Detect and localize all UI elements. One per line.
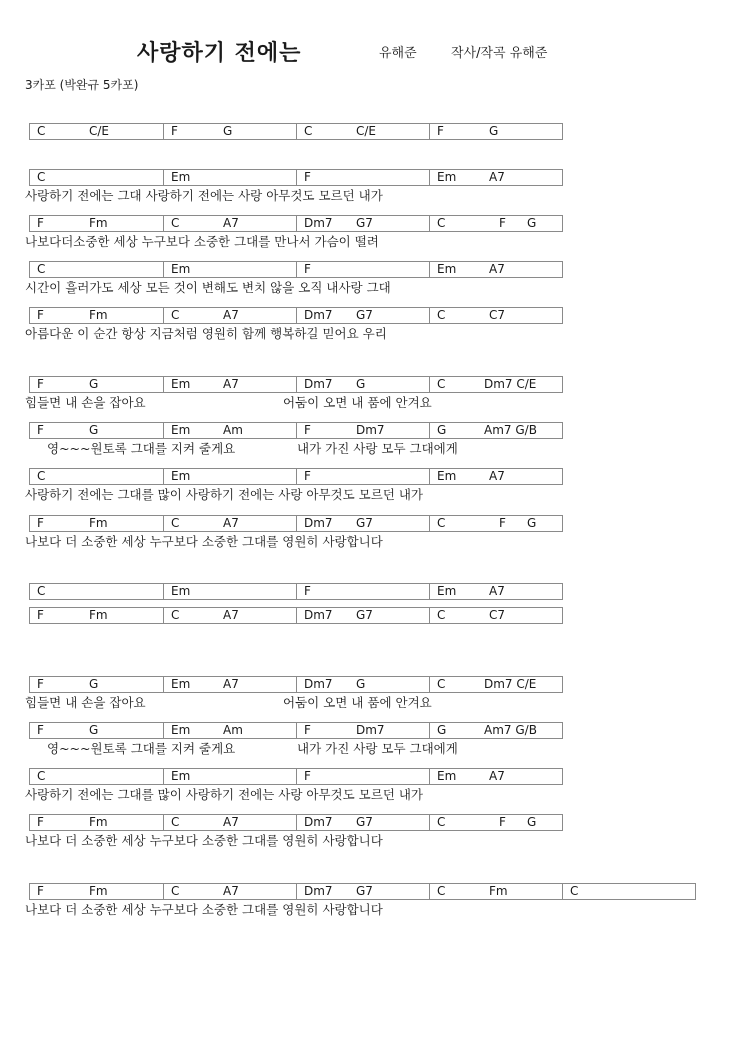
capo-note: 3카포 (박완규 5카포) xyxy=(25,78,139,92)
chord-symbol: C xyxy=(437,308,446,322)
chord-symbol: G xyxy=(527,216,537,230)
chord-symbol: F xyxy=(304,584,311,598)
chord-symbol: Fm xyxy=(89,815,108,829)
chord-symbol: F xyxy=(437,124,444,138)
chord-bar xyxy=(30,723,163,738)
chord-symbol: G xyxy=(437,423,447,437)
chord-row xyxy=(29,261,563,278)
chord-symbol: F xyxy=(499,815,506,829)
chord-symbol: Em xyxy=(437,262,457,276)
lyric-line-right: 어둠이 오면 내 품에 안겨요 xyxy=(283,695,432,710)
chord-bar xyxy=(30,884,163,899)
chord-symbol: Em xyxy=(437,584,457,598)
chord-bar xyxy=(30,262,163,277)
chord-bar xyxy=(30,377,163,392)
chord-symbol: F xyxy=(304,723,311,737)
chord-bar xyxy=(296,170,429,185)
chord-bar xyxy=(296,377,429,392)
chord-bar xyxy=(163,124,296,139)
chord-symbol: C xyxy=(570,884,579,898)
chord-bar xyxy=(30,584,163,599)
chord-symbol: Em xyxy=(171,769,191,783)
chord-symbol: C xyxy=(437,815,446,829)
lyric-line: 영~~~원토록 그대를 지켜 줄게요 xyxy=(47,741,236,756)
chord-symbol: C xyxy=(171,815,180,829)
chord-symbol: G xyxy=(527,815,537,829)
chord-symbol: G7 xyxy=(356,608,373,622)
chord-symbol: Em xyxy=(437,170,457,184)
chord-symbol: C xyxy=(171,884,180,898)
chord-bar xyxy=(30,170,163,185)
chord-symbol: C xyxy=(437,608,446,622)
chord-symbol: F xyxy=(37,423,44,437)
chord-row xyxy=(29,468,563,485)
chord-symbol: Fm xyxy=(89,216,108,230)
chord-bar xyxy=(163,216,296,231)
chord-bar xyxy=(429,262,562,277)
lyric-line-right: 어둠이 오면 내 품에 안겨요 xyxy=(283,395,432,410)
chord-symbol: F xyxy=(37,216,44,230)
chord-bar xyxy=(429,469,562,484)
lyric-line: 나보다 더 소중한 세상 누구보다 소중한 그대를 영원히 사랑합니다 xyxy=(25,833,383,848)
chord-symbol: F xyxy=(37,516,44,530)
chord-bar xyxy=(296,469,429,484)
chord-bar xyxy=(429,124,562,139)
chord-bar xyxy=(296,723,429,738)
chord-symbol: F xyxy=(304,262,311,276)
chord-symbol: Fm xyxy=(489,884,508,898)
chord-symbol: C xyxy=(304,124,313,138)
chord-bar xyxy=(429,884,562,899)
song-title: 사랑하기 전에는 xyxy=(137,41,302,66)
chord-symbol: Em xyxy=(171,377,191,391)
chord-bar xyxy=(429,815,562,830)
chord-symbol: A7 xyxy=(489,170,505,184)
chord-symbol: Em xyxy=(171,262,191,276)
chord-symbol: C xyxy=(437,677,446,691)
chord-bar xyxy=(30,677,163,692)
chord-symbol: Fm xyxy=(89,516,108,530)
chord-symbol: A7 xyxy=(223,677,239,691)
chord-symbol: Fm xyxy=(89,608,108,622)
chord-symbol: F xyxy=(37,377,44,391)
chord-bar xyxy=(163,377,296,392)
lyric-line-right: 내가 가진 사랑 모두 그대에게 xyxy=(297,741,458,756)
chord-symbol: Em xyxy=(171,584,191,598)
lyric-line: 사랑하기 전에는 그대 사랑하기 전에는 사랑 아무것도 모르던 내가 xyxy=(25,188,383,203)
chord-bar xyxy=(429,377,562,392)
chord-symbol: C xyxy=(437,216,446,230)
chord-symbol: Dm7 C/E xyxy=(484,677,537,691)
chord-symbol: F xyxy=(171,124,178,138)
chord-symbol: G xyxy=(489,124,499,138)
chord-bar xyxy=(163,584,296,599)
chord-symbol: Dm7 xyxy=(304,677,333,691)
chord-symbol: Dm7 xyxy=(304,377,333,391)
chord-row xyxy=(29,376,563,393)
lyric-line: 사랑하기 전에는 그대를 많이 사랑하기 전에는 사랑 아무것도 모르던 내가 xyxy=(25,787,424,802)
chord-symbol: C xyxy=(437,516,446,530)
chord-bar xyxy=(296,884,429,899)
chord-symbol: G xyxy=(89,677,99,691)
chord-symbol: C/E xyxy=(89,124,110,138)
lyric-line: 사랑하기 전에는 그대를 많이 사랑하기 전에는 사랑 아무것도 모르던 내가 xyxy=(25,487,424,502)
lyric-line: 영~~~원토록 그대를 지켜 줄게요 xyxy=(47,441,236,456)
chord-symbol: C xyxy=(37,584,46,598)
chord-symbol: C xyxy=(171,608,180,622)
chord-bar xyxy=(30,124,163,139)
chord-symbol: G7 xyxy=(356,308,373,322)
chord-symbol: A7 xyxy=(489,584,505,598)
chord-symbol: Am7 G/B xyxy=(484,723,537,737)
chord-symbol: G7 xyxy=(356,884,373,898)
chord-row xyxy=(29,814,563,831)
chord-bar xyxy=(163,170,296,185)
chord-symbol: F xyxy=(37,723,44,737)
chord-symbol: Em xyxy=(437,769,457,783)
chord-bar xyxy=(296,677,429,692)
chord-bar xyxy=(30,516,163,531)
chord-symbol: Fm xyxy=(89,884,108,898)
chord-bar xyxy=(429,769,562,784)
chord-row xyxy=(29,307,563,324)
chord-bar xyxy=(429,723,562,738)
lyric-line: 아름다운 이 순간 항상 지금처럼 영원히 함께 행복하길 믿어요 우리 xyxy=(25,326,387,341)
chord-symbol: G xyxy=(89,723,99,737)
chord-symbol: A7 xyxy=(223,815,239,829)
chord-symbol: Am xyxy=(223,723,243,737)
chord-symbol: Dm7 xyxy=(304,608,333,622)
chord-symbol: C7 xyxy=(489,608,506,622)
chord-symbol: Dm7 xyxy=(304,308,333,322)
chord-bar xyxy=(429,308,562,323)
chord-symbol: A7 xyxy=(489,769,505,783)
chord-bar xyxy=(296,216,429,231)
lyric-line: 시간이 흘러가도 세상 모든 것이 변해도 변치 않을 오직 내사랑 그대 xyxy=(25,280,391,295)
chord-row xyxy=(29,123,563,140)
chord-bar xyxy=(30,308,163,323)
chord-symbol: C xyxy=(171,308,180,322)
chord-symbol: G7 xyxy=(356,216,373,230)
chord-symbol: G7 xyxy=(356,516,373,530)
chord-bar xyxy=(562,884,695,899)
chord-symbol: F xyxy=(499,516,506,530)
chord-bar xyxy=(163,469,296,484)
chord-symbol: Dm7 xyxy=(304,516,333,530)
chord-bar xyxy=(163,884,296,899)
chord-bar xyxy=(429,677,562,692)
chord-bar xyxy=(296,584,429,599)
chord-symbol: F xyxy=(304,469,311,483)
chord-symbol: Dm7 xyxy=(304,815,333,829)
chord-symbol: Dm7 xyxy=(356,723,385,737)
chord-row xyxy=(29,515,563,532)
chord-symbol: Dm7 C/E xyxy=(484,377,537,391)
chord-symbol: A7 xyxy=(223,216,239,230)
chord-symbol: C xyxy=(437,377,446,391)
chord-symbol: A7 xyxy=(223,377,239,391)
chord-symbol: F xyxy=(37,308,44,322)
chord-symbol: F xyxy=(37,608,44,622)
chord-symbol: G xyxy=(356,377,366,391)
chord-bar xyxy=(30,216,163,231)
chord-symbol: A7 xyxy=(489,469,505,483)
chord-symbol: Dm7 xyxy=(356,423,385,437)
chord-bar xyxy=(163,262,296,277)
chord-symbol: Em xyxy=(171,677,191,691)
chord-symbol: F xyxy=(304,769,311,783)
chord-bar xyxy=(296,124,429,139)
chord-symbol: Em xyxy=(171,170,191,184)
chord-symbol: A7 xyxy=(223,308,239,322)
lyric-line: 힘들면 내 손을 잡아요 xyxy=(25,695,146,710)
chord-symbol: G xyxy=(89,377,99,391)
chord-bar xyxy=(296,815,429,830)
lyric-line-right: 내가 가진 사랑 모두 그대에게 xyxy=(297,441,458,456)
chord-bar xyxy=(30,469,163,484)
chord-symbol: C xyxy=(37,262,46,276)
chord-symbol: F xyxy=(37,677,44,691)
chord-row xyxy=(29,422,563,439)
chord-bar xyxy=(163,423,296,438)
artist-name: 유해준 xyxy=(379,46,417,61)
chord-symbol: G xyxy=(527,516,537,530)
chord-bar xyxy=(30,815,163,830)
chord-symbol: C xyxy=(171,516,180,530)
chord-symbol: C xyxy=(171,216,180,230)
chord-row xyxy=(29,883,696,900)
chord-symbol: A7 xyxy=(223,884,239,898)
chord-bar xyxy=(163,677,296,692)
chord-symbol: G xyxy=(89,423,99,437)
chord-symbol: Dm7 xyxy=(304,884,333,898)
chord-symbol: Em xyxy=(171,469,191,483)
chord-row xyxy=(29,768,563,785)
chord-symbol: Em xyxy=(437,469,457,483)
chord-symbol: G xyxy=(223,124,233,138)
chord-symbol: G xyxy=(356,677,366,691)
chord-row xyxy=(29,607,563,624)
chord-symbol: A7 xyxy=(489,262,505,276)
chord-bar xyxy=(163,308,296,323)
chord-bar xyxy=(30,769,163,784)
chord-bar xyxy=(296,262,429,277)
chord-row xyxy=(29,169,563,186)
chord-symbol: F xyxy=(499,216,506,230)
chord-symbol: G xyxy=(437,723,447,737)
chord-bar xyxy=(30,423,163,438)
chord-row xyxy=(29,215,563,232)
chord-bar xyxy=(429,423,562,438)
chord-symbol: A7 xyxy=(223,608,239,622)
chord-bar xyxy=(429,170,562,185)
chord-symbol: C/E xyxy=(356,124,377,138)
chord-symbol: F xyxy=(304,423,311,437)
chord-bar xyxy=(429,516,562,531)
chord-symbol: C xyxy=(37,769,46,783)
chord-bar xyxy=(163,608,296,623)
chord-row xyxy=(29,676,563,693)
chord-bar xyxy=(296,308,429,323)
chord-symbol: G7 xyxy=(356,815,373,829)
chord-symbol: F xyxy=(37,815,44,829)
chord-symbol: F xyxy=(304,170,311,184)
chord-bar xyxy=(30,608,163,623)
chord-bar xyxy=(163,723,296,738)
chord-bar xyxy=(163,815,296,830)
chord-bar xyxy=(429,216,562,231)
chord-symbol: F xyxy=(37,884,44,898)
chord-symbol: Am7 G/B xyxy=(484,423,537,437)
chord-symbol: C7 xyxy=(489,308,506,322)
chord-row xyxy=(29,722,563,739)
lyric-line: 나보다 더 소중한 세상 누구보다 소중한 그대를 영원히 사랑합니다 xyxy=(25,534,383,549)
lyric-line: 힘들면 내 손을 잡아요 xyxy=(25,395,146,410)
chord-symbol: Fm xyxy=(89,308,108,322)
chord-row xyxy=(29,583,563,600)
chord-symbol: A7 xyxy=(223,516,239,530)
chord-bar xyxy=(429,584,562,599)
chord-bar xyxy=(429,608,562,623)
chord-symbol: Dm7 xyxy=(304,216,333,230)
chord-symbol: C xyxy=(37,469,46,483)
chord-symbol: Em xyxy=(171,423,191,437)
chord-bar xyxy=(296,769,429,784)
chord-symbol: C xyxy=(37,170,46,184)
chord-symbol: C xyxy=(37,124,46,138)
chord-bar xyxy=(296,608,429,623)
lyric-line: 나보다 더 소중한 세상 누구보다 소중한 그대를 영원히 사랑합니다 xyxy=(25,902,383,917)
chord-symbol: C xyxy=(437,884,446,898)
chord-symbol: Em xyxy=(171,723,191,737)
chord-bar xyxy=(296,423,429,438)
chord-bar xyxy=(163,516,296,531)
chord-symbol: Am xyxy=(223,423,243,437)
songwriter-credit: 작사/작곡 유해준 xyxy=(451,46,548,61)
chord-bar xyxy=(296,516,429,531)
chord-bar xyxy=(163,769,296,784)
lyric-line: 나보다더소중한 세상 누구보다 소중한 그대를 만나서 가슴이 떨려 xyxy=(25,234,379,249)
